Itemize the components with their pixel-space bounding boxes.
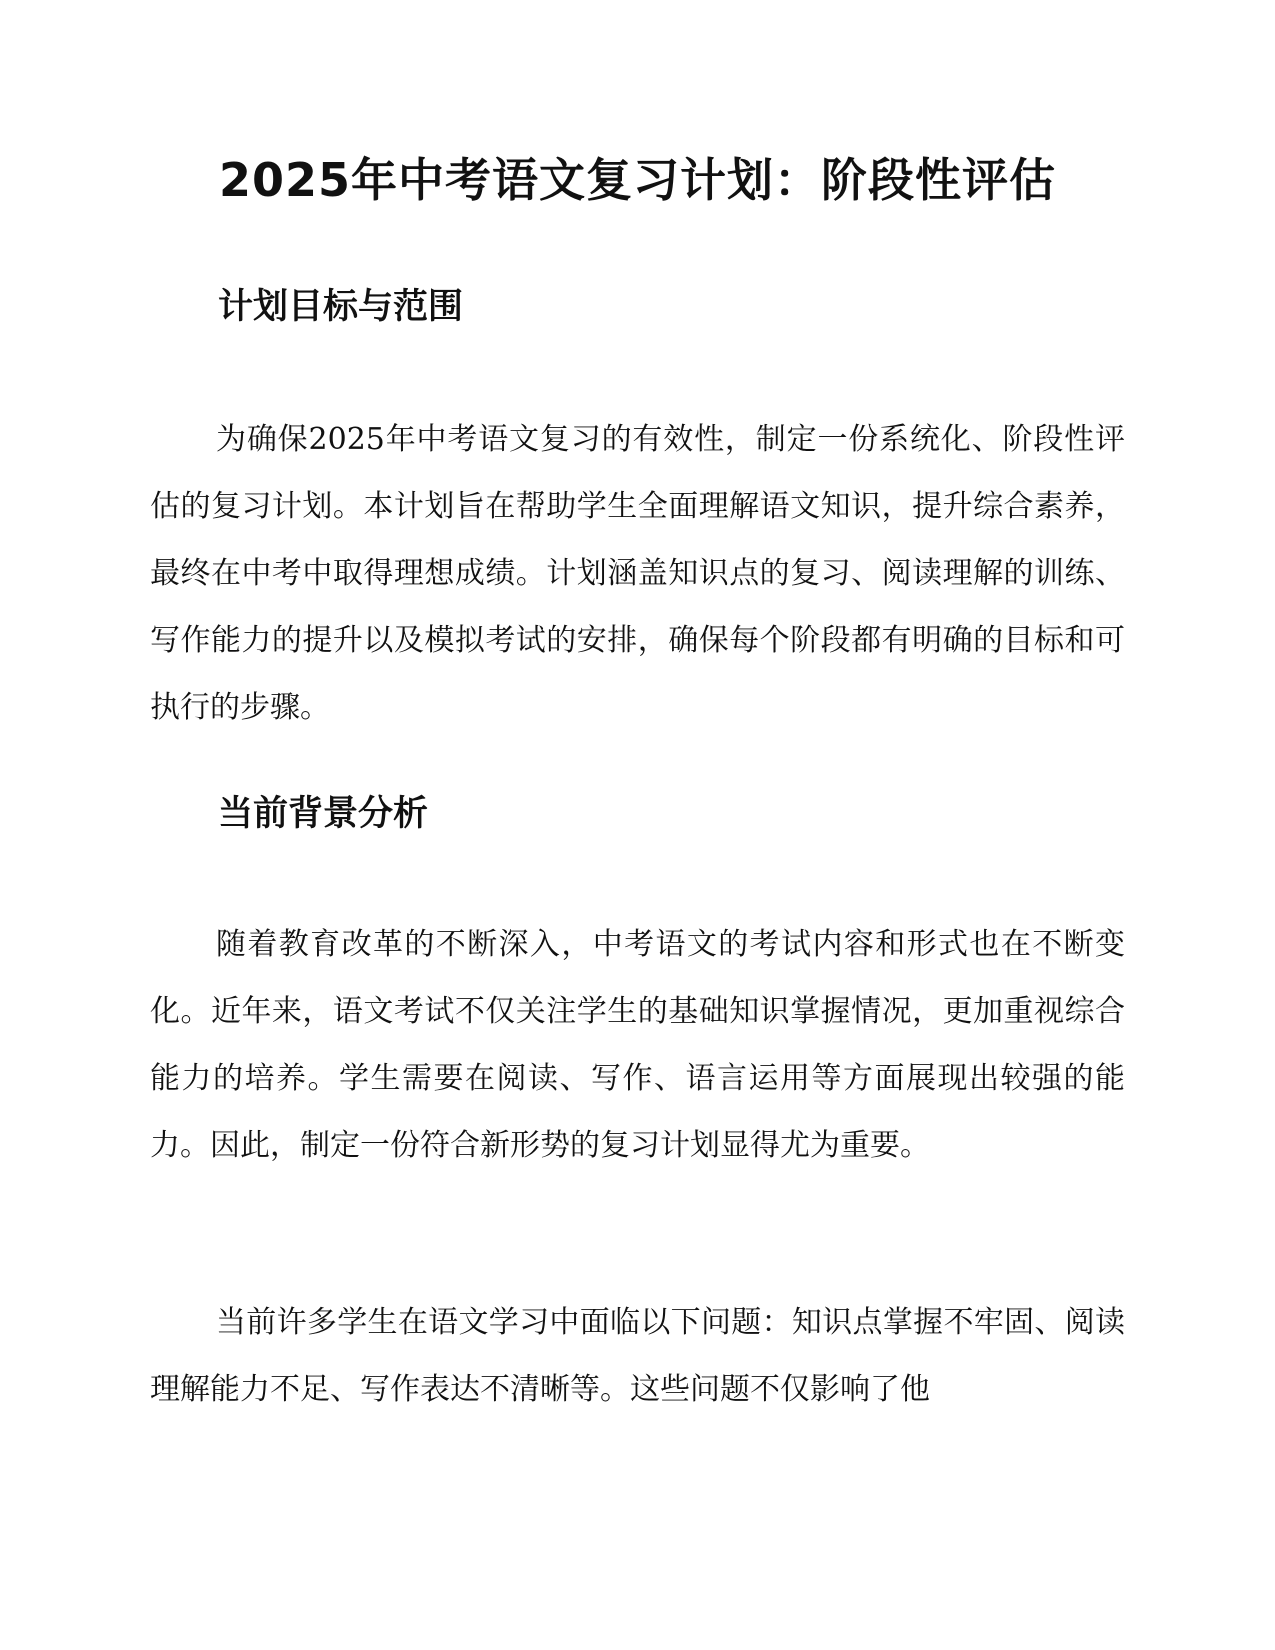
paragraph-goals: 为确保2025年中考语文复习的有效性，制定一份系统化、阶段性评估的复习计划。本计划旨在帮助学生全面理解语文知识，提升综合素养，最终在中考中取得理想成绩。计划涵盖知识点的复习、阅读理解的训练、写作能力的提升以及模拟考试的安排，确保每个阶段都有明确的目标和可执行的步骤。 [150,422,1125,725]
paragraph-background-2: 当前许多学生在语文学习中面临以下问题：知识点掌握不牢固、阅读理解能力不足、写作表达不清晰等。这些问题不仅影响了他 [150,1305,1125,1407]
paragraph-background-1: 随着教育改革的不断深入，中考语文的考试内容和形式也在不断变化。近年来，语文考试不仅关注学生的基础知识掌握情况，更加重视综合能力的培养。学生需要在阅读、写作、语言运用等方面展现出较强的能力。因此，制定一份符合新形势的复习计划显得尤为重要。 [150,927,1125,1163]
document-title: 2025年中考语文复习计划：阶段性评估 [218,153,1057,207]
section-heading-goals: 计划目标与范围 [218,287,464,327]
section-heading-background: 当前背景分析 [218,794,429,834]
